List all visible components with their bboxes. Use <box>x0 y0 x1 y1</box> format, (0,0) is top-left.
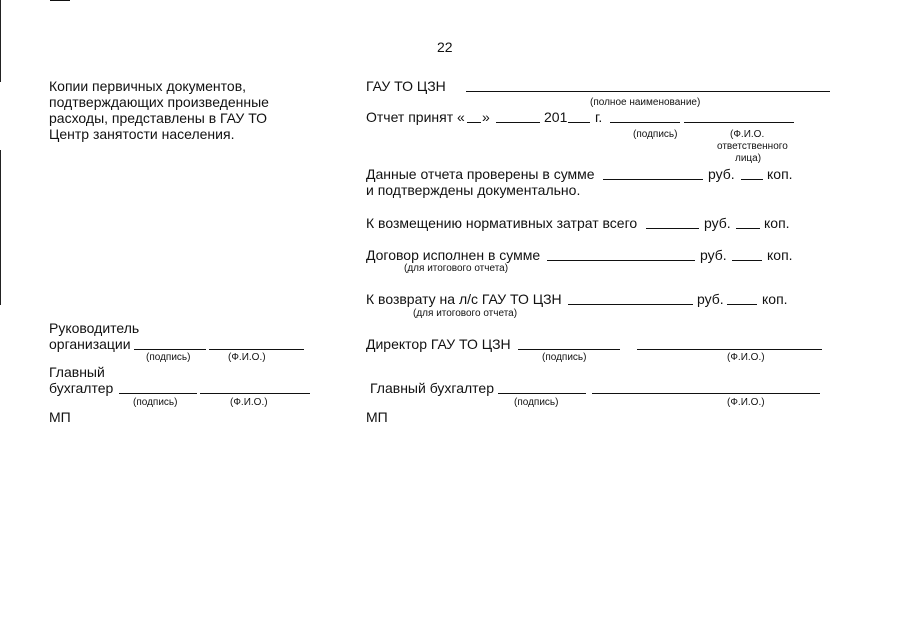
reimburse-rub: руб. <box>704 215 731 231</box>
page-left-edge-lower <box>0 150 1 305</box>
verified-prefix: Данные отчета проверены в сумме <box>366 166 595 182</box>
accepted-prefix: Отчет принят « <box>366 109 465 125</box>
accepted-month-line <box>496 122 540 123</box>
refund-kop: коп. <box>762 291 788 307</box>
page-left-edge <box>0 0 1 82</box>
accepted-fio-caption-3: лица) <box>735 153 762 164</box>
left-stamp: МП <box>49 409 71 425</box>
head-label-2: организации <box>49 336 131 352</box>
accepted-day-line <box>467 122 481 123</box>
page-number: 22 <box>437 39 453 55</box>
director-fio-caption: (Ф.И.О.) <box>727 352 765 363</box>
right-stamp: МП <box>366 409 388 425</box>
accepted-quote-close: » <box>482 109 490 125</box>
right-accountant-fio-caption: (Ф.И.О.) <box>727 397 765 408</box>
refund-rub: руб. <box>697 291 724 307</box>
verified-kop-line <box>741 179 763 180</box>
accountant-fio-caption: (Ф.И.О.) <box>230 397 268 408</box>
verified-line-2: и подтверждены документально. <box>366 182 581 198</box>
copies-text-line-1: Копии первичных документов, <box>49 78 247 94</box>
accountant-label-2: бухгалтер <box>49 380 114 396</box>
contract-rub: руб. <box>700 247 727 263</box>
accepted-year: 201 <box>544 109 568 125</box>
accepted-fio-caption-2: ответственного <box>717 141 788 152</box>
right-accountant-sign-caption: (подпись) <box>514 397 559 408</box>
accepted-fio-caption-1: (Ф.И.О. <box>730 129 765 140</box>
copies-text-line-4: Центр занятости населения. <box>49 126 235 142</box>
right-accountant-label: Главный бухгалтер <box>370 380 494 396</box>
head-sign-line <box>134 349 206 350</box>
verified-rub-line <box>603 179 703 180</box>
reimburse-prefix: К возмещению нормативных затрат всего <box>366 215 638 231</box>
reimburse-kop: коп. <box>764 215 790 231</box>
copies-text-line-2: подтверждающих произведенные <box>49 94 269 110</box>
refund-kop-line <box>727 304 757 305</box>
contract-rub-line <box>547 260 695 261</box>
top-mark <box>50 0 70 1</box>
accountant-sign-caption: (подпись) <box>133 397 178 408</box>
director-label: Директор ГАУ ТО ЦЗН <box>366 336 511 352</box>
verified-rub: руб. <box>708 166 735 182</box>
accepted-sign-line <box>610 122 680 123</box>
head-fio-line <box>209 349 304 350</box>
contract-kop-line <box>732 260 762 261</box>
contract-caption: (для итогового отчета) <box>404 263 509 274</box>
right-accountant-sign-line <box>498 393 586 394</box>
org-name-line <box>466 91 830 92</box>
director-sign-line <box>518 349 620 350</box>
refund-rub-line <box>568 304 693 305</box>
accepted-fio-line <box>684 122 794 123</box>
accountant-label-1: Главный <box>49 364 105 380</box>
org-caption: (полное наименование) <box>590 97 701 108</box>
org-label: ГАУ ТО ЦЗН <box>366 78 446 94</box>
right-accountant-fio-line <box>592 393 820 394</box>
contract-prefix: Договор исполнен в сумме <box>366 247 541 263</box>
accepted-year-line <box>568 122 590 123</box>
accountant-fio-line <box>200 393 310 394</box>
director-fio-line <box>637 349 822 350</box>
reimburse-rub-line <box>646 228 699 229</box>
director-sign-caption: (подпись) <box>542 352 587 363</box>
head-label-1: Руководитель <box>49 320 140 336</box>
accepted-sign-caption: (подпись) <box>633 129 678 140</box>
accepted-year-suffix: г. <box>595 109 603 125</box>
refund-caption: (для итогового отчета) <box>413 308 518 319</box>
refund-prefix: К возврату на л/с ГАУ ТО ЦЗН <box>366 291 562 307</box>
contract-kop: коп. <box>767 247 793 263</box>
accountant-sign-line <box>119 393 197 394</box>
copies-text-line-3: расходы, представлены в ГАУ ТО <box>49 110 268 126</box>
reimburse-kop-line <box>736 228 760 229</box>
verified-kop: коп. <box>767 166 793 182</box>
head-sign-caption: (подпись) <box>146 352 191 363</box>
head-fio-caption: (Ф.И.О.) <box>228 352 266 363</box>
